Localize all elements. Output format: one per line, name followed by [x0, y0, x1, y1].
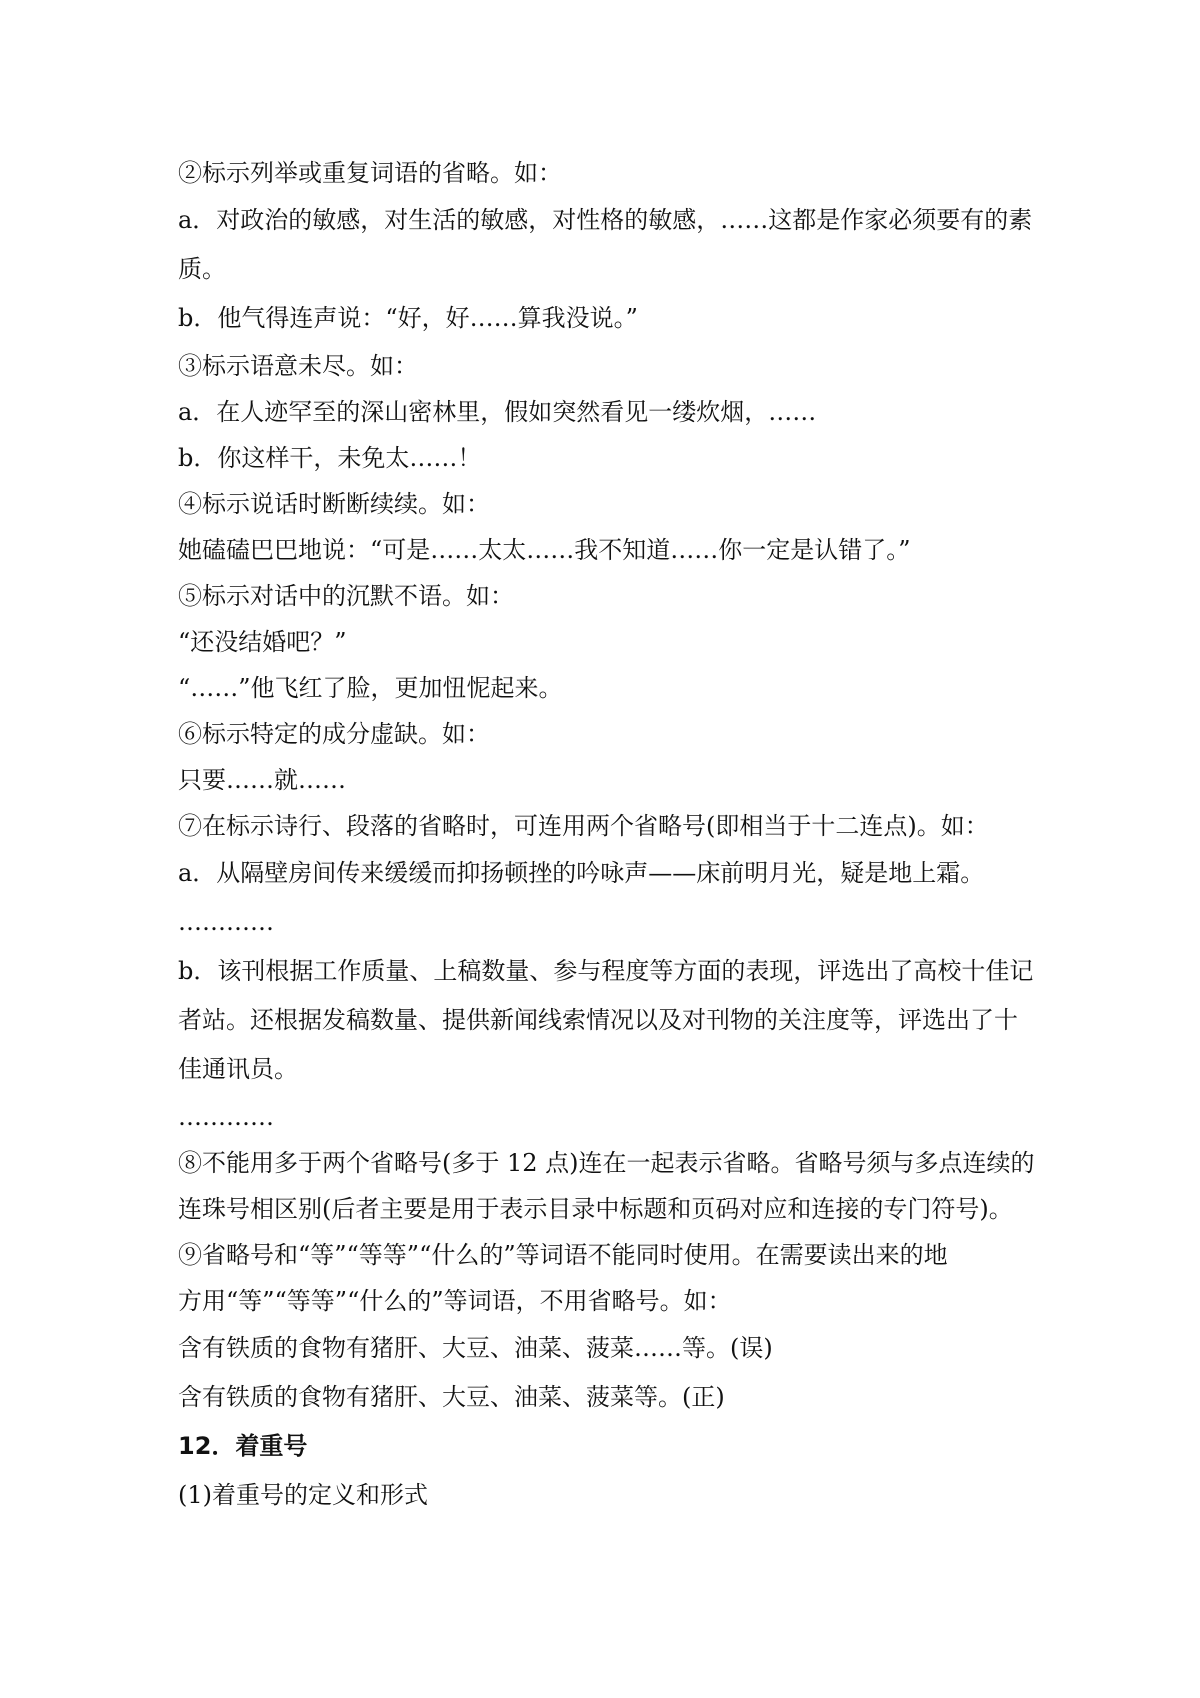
paragraph-line: 连珠号相区别(后者主要是用于表示目录中标题和页码对应和连接的专门符号)。: [178, 1195, 1013, 1223]
example-line: “还没结婚吧？”: [178, 628, 347, 656]
document-body: [178, 150, 1038, 1520]
example-line: 质。: [178, 255, 226, 283]
paragraph-line: 方用“等”“等等”“什么的”等词语，不用省略号。如：: [178, 1287, 732, 1315]
list-heading-2: ②标示列举或重复词语的省略。如：: [178, 159, 562, 187]
example-line: b．你这样干，未免太……！: [178, 444, 482, 472]
ellipsis-line: …………: [178, 908, 274, 936]
list-heading-7: ⑦在标示诗行、段落的省略时，可连用两个省略号(即相当于十二连点)。如：: [178, 812, 989, 840]
example-line: 她磕磕巴巴地说：“可是……太太……我不知道……你一定是认错了。”: [178, 536, 911, 564]
example-line: b．该刊根据工作质量、上稿数量、参与程度等方面的表现，评选出了高校十佳记: [178, 957, 1034, 985]
ellipsis-line: …………: [178, 1103, 274, 1131]
example-line: a．对政治的敏感，对生活的敏感，对性格的敏感，……这都是作家必须要有的素: [178, 206, 1033, 234]
example-line: “……”他飞红了脸，更加忸怩起来。: [178, 674, 563, 702]
example-line: 含有铁质的食物有猪肝、大豆、油菜、菠菜等。(正): [178, 1383, 725, 1411]
example-line: a．在人迹罕至的深山密林里，假如突然看见一缕炊烟，……: [178, 398, 817, 426]
list-heading-6: ⑥标示特定的成分虚缺。如：: [178, 720, 490, 748]
list-heading-9: ⑨省略号和“等”“等等”“什么的”等词语不能同时使用。在需要读出来的地: [178, 1241, 948, 1269]
subsection-heading: (1)着重号的定义和形式: [178, 1481, 428, 1509]
list-heading-8: ⑧不能用多于两个省略号(多于 12 点)连在一起表示省略。省略号须与多点连续的: [178, 1149, 1035, 1177]
list-heading-5: ⑤标示对话中的沉默不语。如：: [178, 582, 514, 610]
list-heading-4: ④标示说话时断断续续。如：: [178, 490, 490, 518]
section-heading: 12．着重号: [178, 1432, 308, 1460]
example-line: a．从隔壁房间传来缓缓而抑扬顿挫的吟咏声——床前明月光，疑是地上霜。: [178, 859, 985, 887]
example-line: 佳通讯员。: [178, 1055, 298, 1083]
example-line: b．他气得连声说：“好，好……算我没说。”: [178, 304, 638, 332]
example-line: 者站。还根据发稿数量、提供新闻线索情况以及对刊物的关注度等，评选出了十: [178, 1006, 1018, 1034]
list-heading-3: ③标示语意未尽。如：: [178, 352, 418, 380]
example-line: 只要……就……: [178, 766, 346, 794]
example-line: 含有铁质的食物有猪肝、大豆、油菜、菠菜……等。(误): [178, 1334, 773, 1362]
